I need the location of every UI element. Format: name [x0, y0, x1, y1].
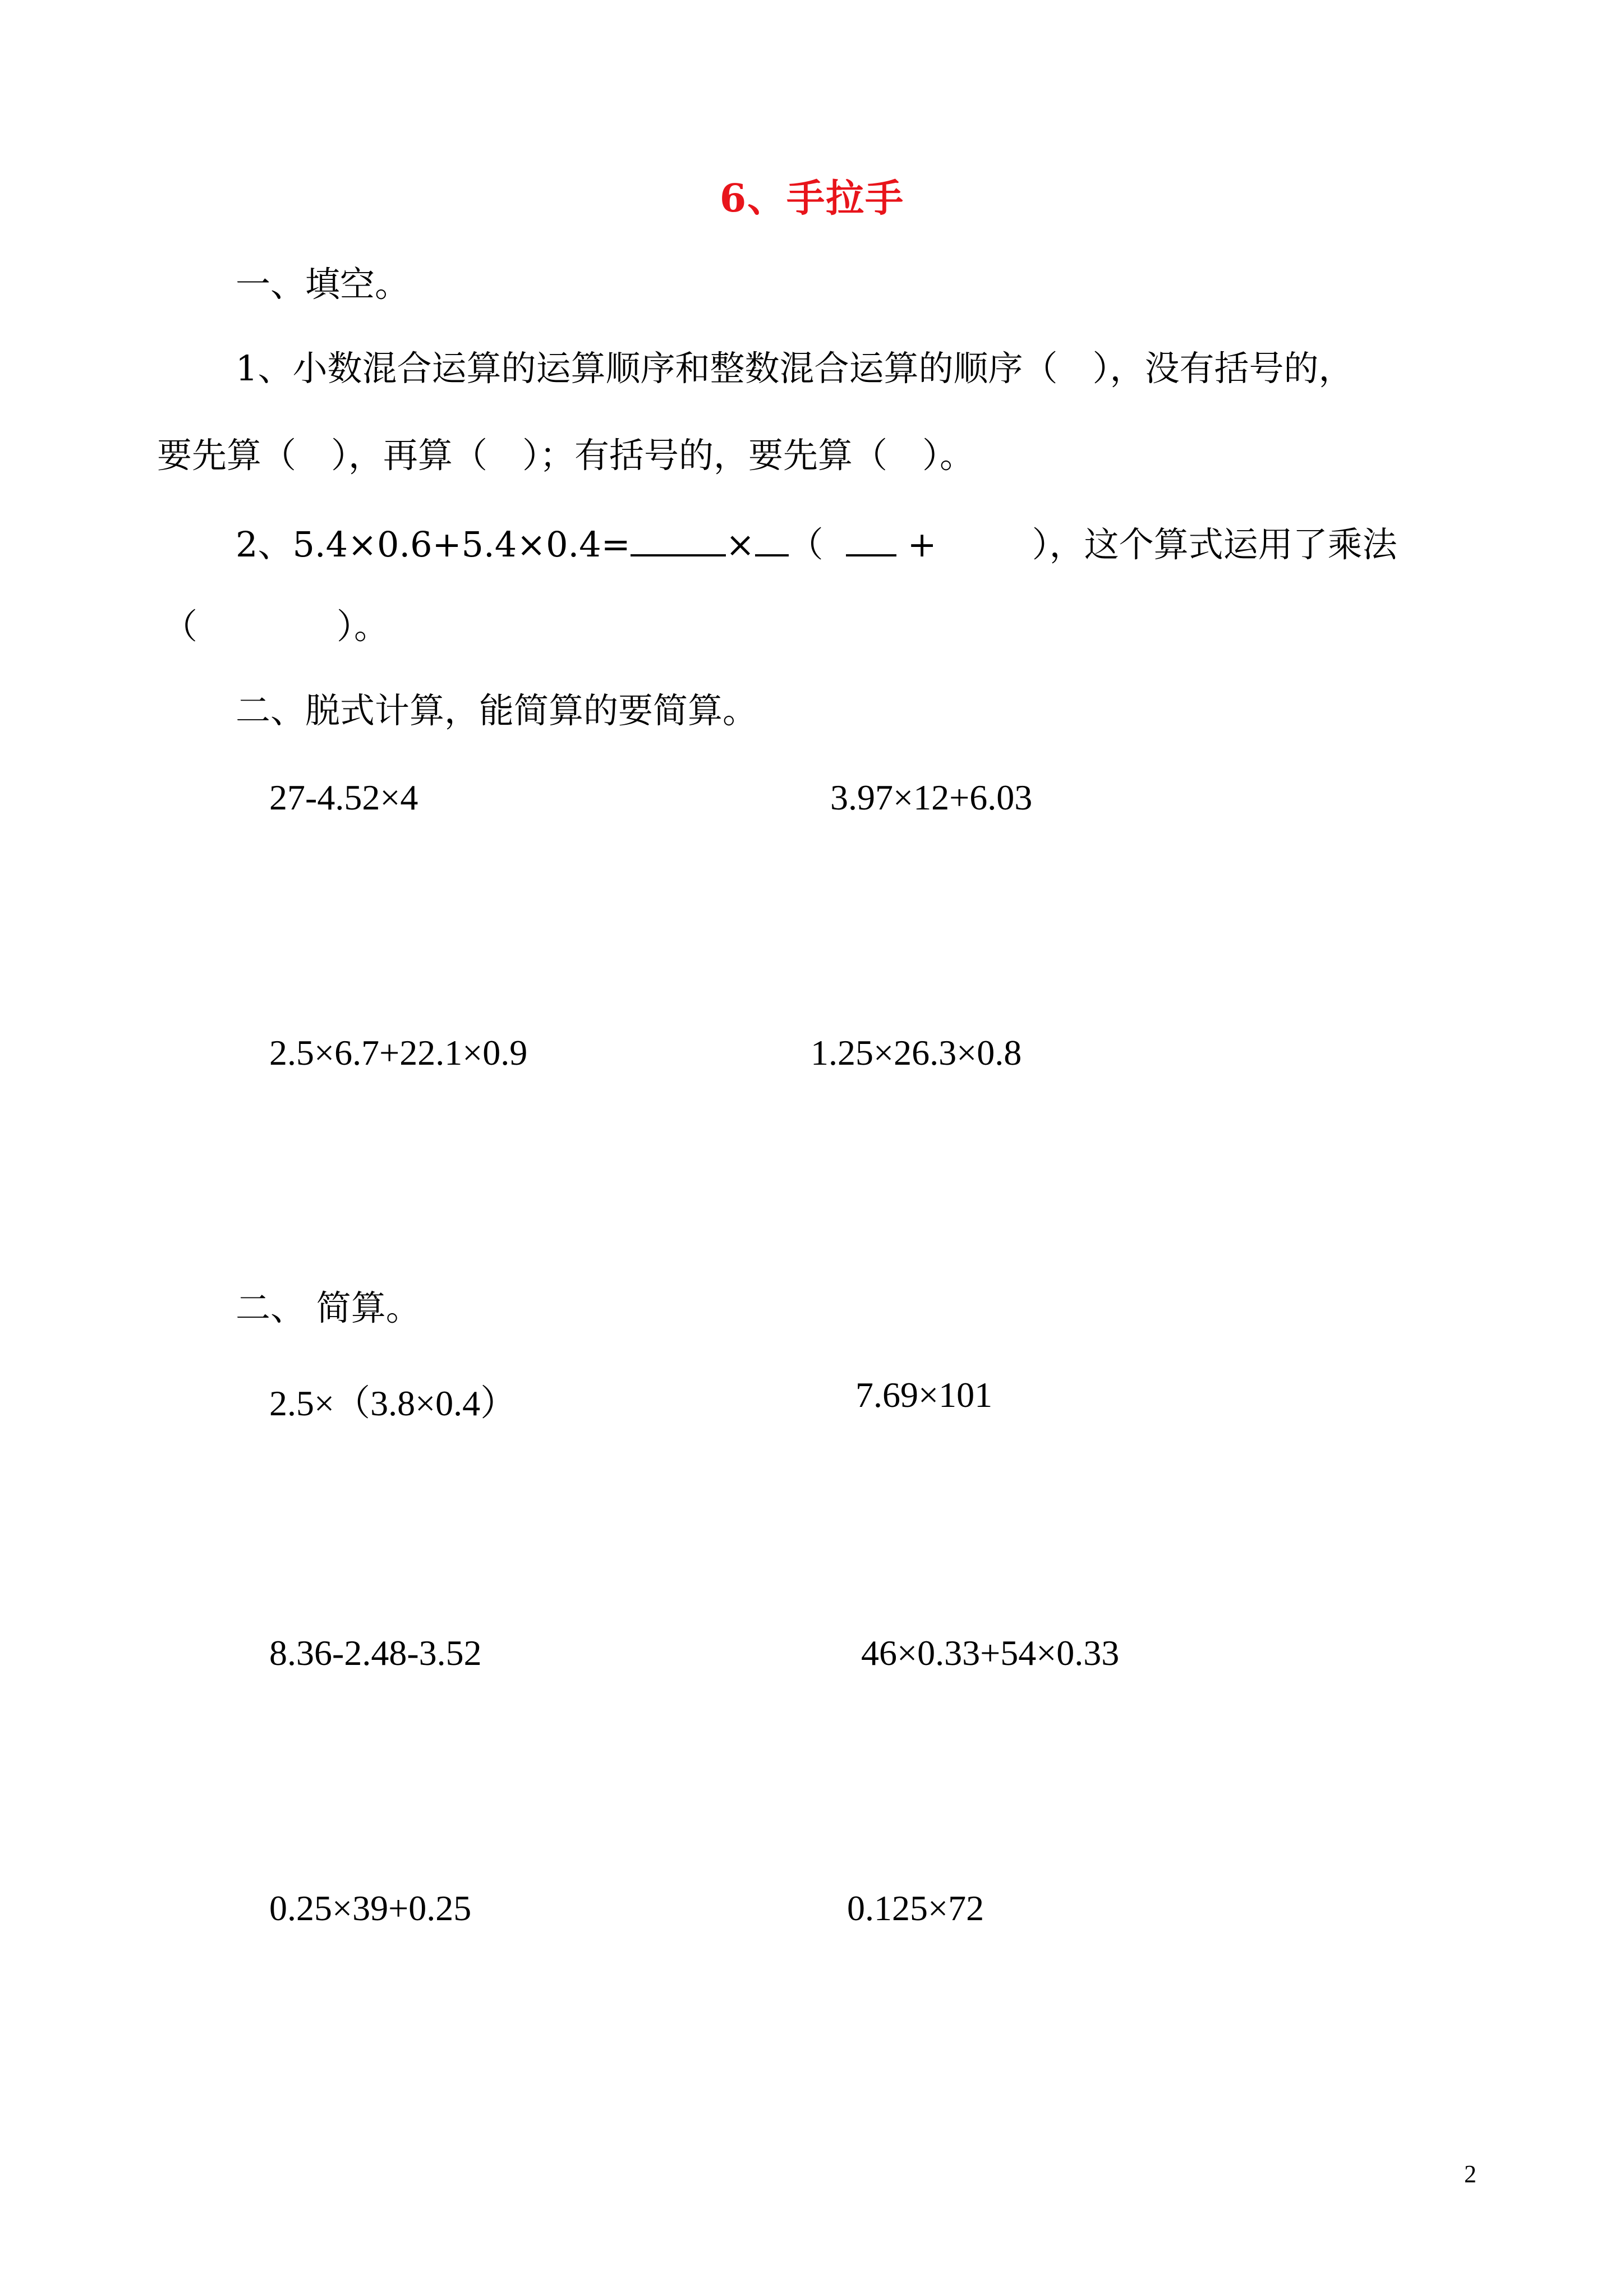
question-2-line-2: （ ）。	[163, 606, 389, 647]
plus-sign: +	[907, 524, 937, 565]
problem-item: 46×0.33+54×0.33	[861, 1633, 1120, 1673]
answer-blank[interactable]	[631, 521, 726, 556]
problem-item: 0.125×72	[847, 1888, 984, 1928]
problem-item: 2.5×6.7+22.1×0.9	[269, 1033, 528, 1073]
open-paren: （	[788, 524, 823, 565]
problem-item: 2.5×（3.8×0.4）	[269, 1383, 517, 1423]
section-2-heading: 二、脱式计算，能简算的要简算。	[236, 690, 758, 731]
question-2-line-1	[236, 521, 1397, 565]
question-1-line-2: 要先算（ ），再算（ ）；有括号的，要先算（ ）。	[157, 435, 975, 476]
worksheet-title: 6、手拉手	[719, 176, 905, 221]
section-3-heading: 二、 简算。	[236, 1287, 421, 1328]
problem-item: 8.36-2.48-3.52	[269, 1633, 482, 1673]
times-sign: ×	[725, 524, 755, 565]
problem-item: 3.97×12+6.03	[830, 777, 1033, 817]
problem-item: 27-4.52×4	[269, 777, 418, 817]
page-number: 2	[1464, 2160, 1476, 2188]
answer-blank[interactable]	[846, 521, 896, 556]
problem-item: 7.69×101	[855, 1375, 993, 1415]
problem-item: 1.25×26.3×0.8	[811, 1033, 1022, 1073]
question-2-prefix: 2、5.4×0.6+5.4×0.4=	[236, 524, 631, 565]
answer-blank[interactable]	[755, 521, 789, 556]
problem-item: 0.25×39+0.25	[269, 1888, 472, 1928]
question-2-tail: ），这个算式运用了乘法	[1032, 524, 1397, 565]
section-1-heading: 一、填空。	[236, 264, 410, 305]
question-1-line-1: 1、小数混合运算的运算顺序和整数混合运算的顺序（ ），没有括号的，	[236, 348, 1354, 389]
